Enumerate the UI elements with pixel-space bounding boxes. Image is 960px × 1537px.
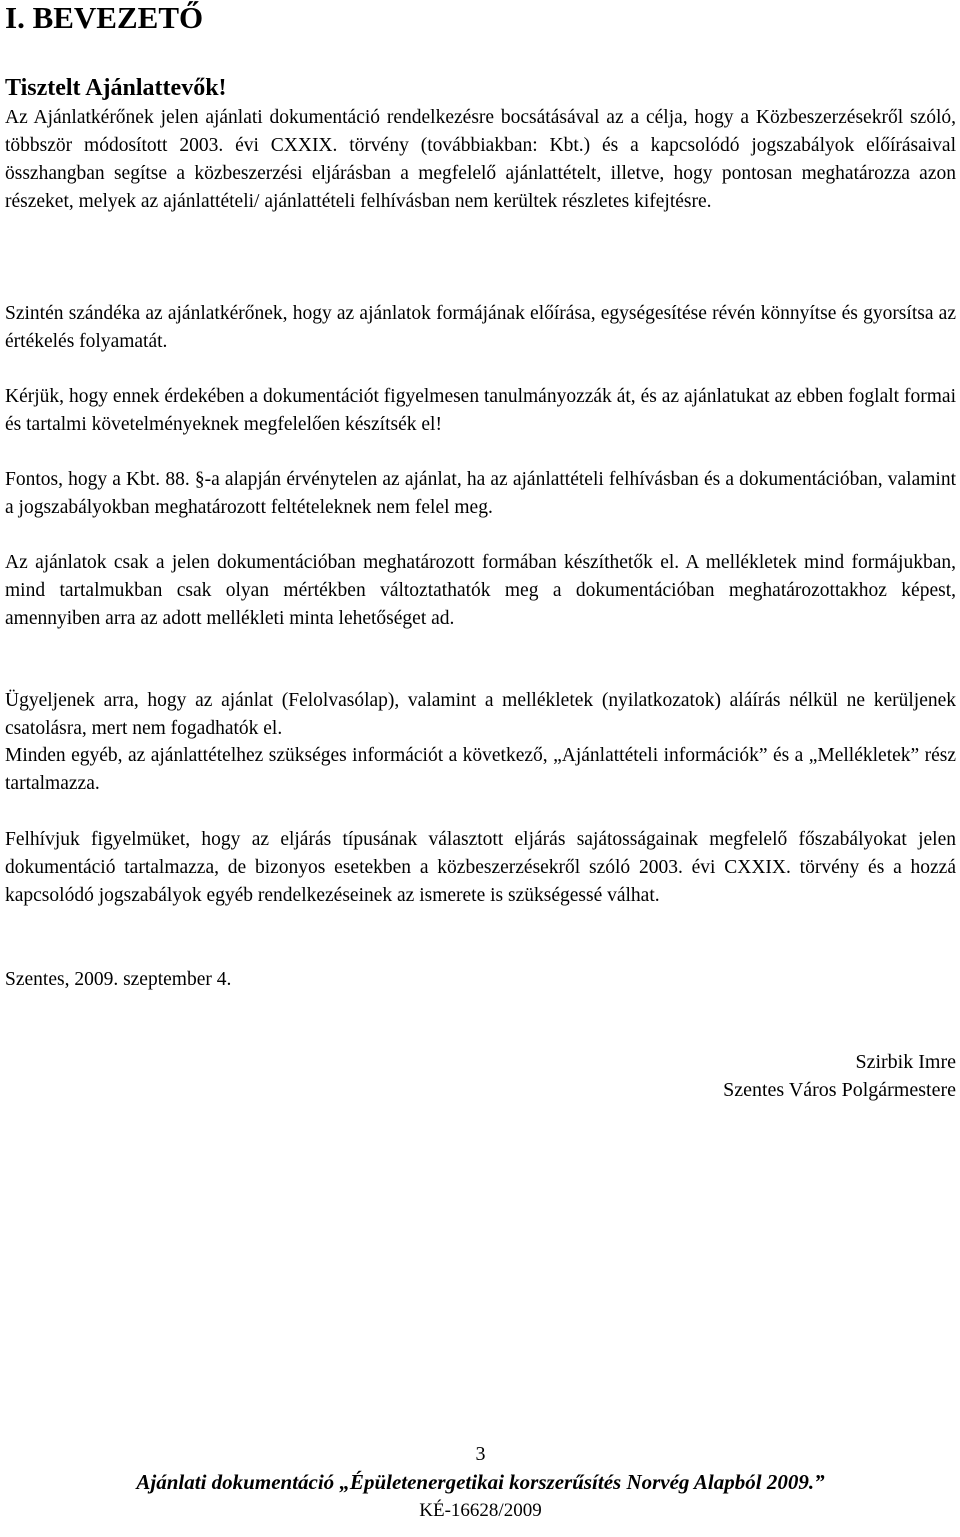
page-footer [5, 1440, 956, 1524]
footer-reference: KÉ-16628/2009 [419, 1500, 542, 1521]
paragraph-evaluation: Szintén szándéka az ajánlatkérőnek, hogy az ajánlatok formájának előírása, egységesítése révén könnyítse és gyorsítsa az értékelés folyamatát. [5, 303, 956, 352]
paragraph-legal-notice: Felhívjuk figyelmüket, hogy az eljárás típusának választott eljárás sajátosságainak megfelelő főszabályokat jelen dokumentáció tartalmazza, de bizonyos esetekben a közbeszerzésekről szóló 2003. évi CXXIX. törvény és a hozzá kapcsolódó jogszabályok egyéb rendelkezéseinek az ismerete is szükségessé válhat. [5, 829, 956, 906]
paragraph-format: Az ajánlatok csak a jelen dokumentációban meghatározott formában készíthetők el. A mellékletek mind formájukban, mind tartalmukban csak olyan mértékben változtathatók meg a dokumentációban meghatározottakhoz képest, amennyiben arra az adott mellékleti minta lehetőséget ad. [5, 552, 956, 629]
place-and-date: Szentes, 2009. szeptember 4. [5, 969, 232, 990]
paragraph-signature-note: Ügyeljenek arra, hogy az ajánlat (Felolvasólap), valamint a mellékletek (nyilatkozatok) aláírás nélkül ne kerüljenek csatolásra, mert nem fogadhatók el. [5, 690, 956, 739]
paragraph-validity: Fontos, hogy a Kbt. 88. §-a alapján érvénytelen az ajánlat, ha az ajánlattételi felhívásban és a dokumentációban, valamint a jogszabályokban meghatározott feltételeknek nem felel meg. [5, 469, 956, 518]
signature-block [556, 1048, 956, 1104]
paragraph-purpose: Az Ajánlatkérőnek jelen ajánlati dokumentáció rendelkezésre bocsátásával az a célja, hogy a Közbeszerzésekről szóló, többször módosított 2003. évi CXXIX. törvény (továbbiakban: Kbt.) és a kapcsolódó jogszabályok előírásaival összhangban segítse a közbeszerzési eljárásban a megfelelő ajánlattételt, illetve, hogy pontosan meghatározza azon részeket, melyek az ajánlattételi/ ajánlattételi felhívásban nem kerültek részletes kifejtésre. [5, 107, 956, 212]
footer-document-title: Ajánlati dokumentáció „Épületenergetikai korszerűsítés Norvég Alapból 2009.” [136, 1470, 825, 1494]
signatory-name: Szirbik Imre [855, 1051, 956, 1073]
paragraph-request: Kérjük, hogy ennek érdekében a dokumentációt figyelmesen tanulmányozzák át, és az ajánlatukat az ebben foglalt formai és tartalmi követelményeknek megfelelően készítsék el! [5, 386, 956, 435]
signatory-title: Szentes Város Polgármestere [723, 1079, 956, 1101]
section-heading: I. BEVEZETŐ [5, 0, 204, 35]
paragraph-information: Minden egyéb, az ajánlattételhez szükséges információt a következő, „Ajánlattételi információk” és a „Mellékletek” rész tartalmazza. [5, 745, 956, 794]
greeting: Tisztelt Ajánlattevők! [5, 75, 227, 101]
page-number: 3 [475, 1443, 486, 1465]
